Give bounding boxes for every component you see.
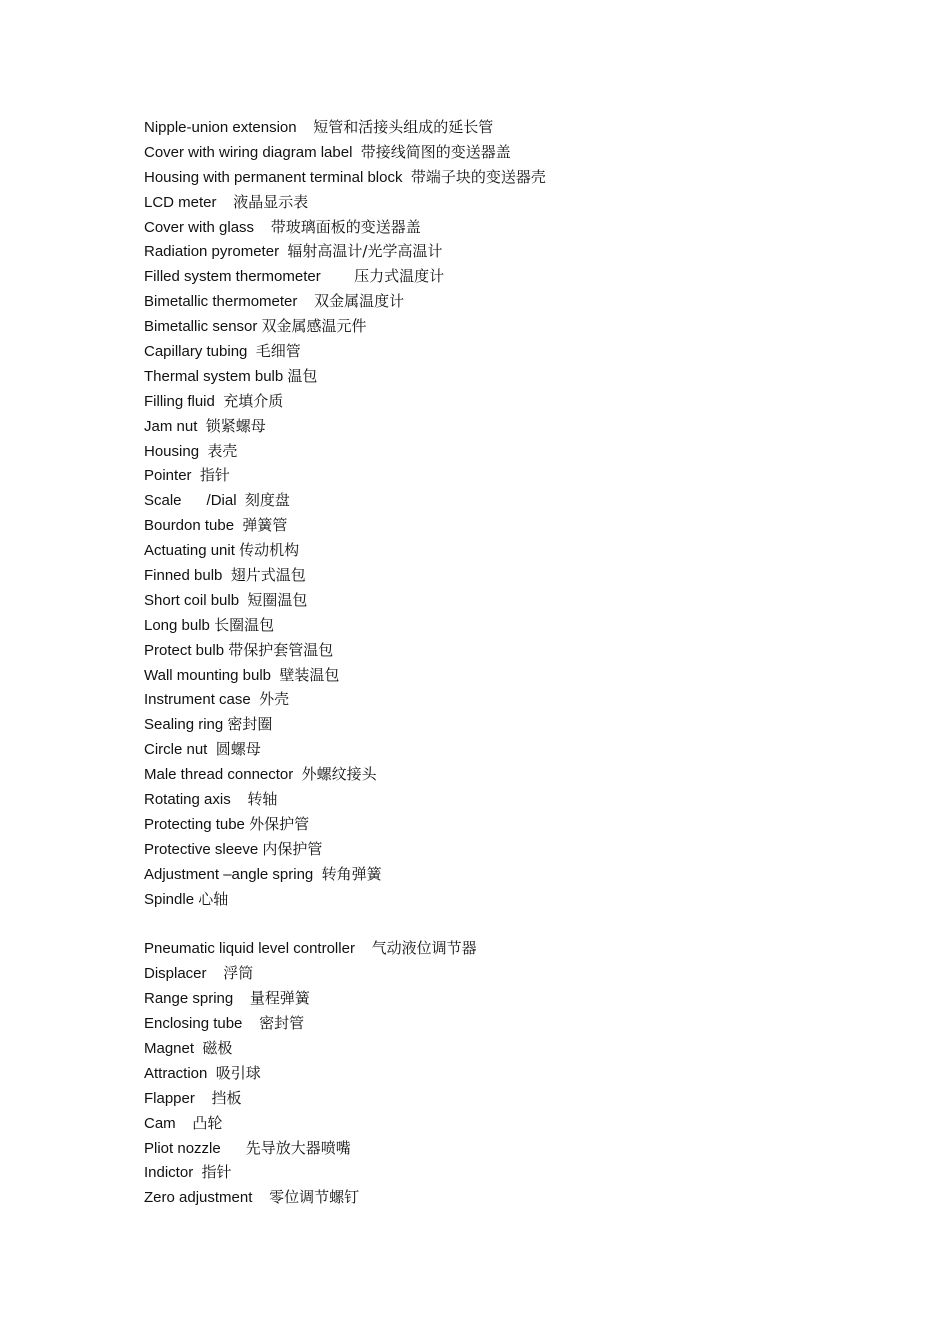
term-gap <box>207 741 215 758</box>
term-english: Protect bulb <box>144 641 225 659</box>
term-english: Male thread connector <box>144 766 294 784</box>
term-chinese: 压力式温度计 <box>354 267 445 286</box>
term-english: Thermal system bulb <box>144 367 284 385</box>
glossary-term <box>144 787 844 812</box>
term-chinese: 短圈温包 <box>247 590 308 609</box>
term-gap <box>254 219 271 236</box>
glossary-term <box>144 1160 844 1185</box>
glossary-list <box>144 115 844 1210</box>
term-chinese: 心轴 <box>198 889 229 908</box>
term-chinese: 气动液位调节器 <box>371 939 477 958</box>
term-english: Zero adjustment <box>144 1189 253 1207</box>
glossary-term <box>144 1185 844 1210</box>
term-english: Pneumatic liquid level controller <box>144 940 355 958</box>
term-gap <box>233 990 250 1007</box>
term-english: Range spring <box>144 990 234 1008</box>
term-gap <box>297 119 314 136</box>
term-english: Jam nut <box>144 417 198 435</box>
glossary-term <box>144 737 844 762</box>
glossary-term <box>144 1011 844 1036</box>
section-spacer <box>144 912 844 937</box>
term-chinese: 翅片式温包 <box>230 566 306 585</box>
term-english: Finned bulb <box>144 567 223 585</box>
term-chinese: 温包 <box>287 366 318 385</box>
glossary-term <box>144 439 844 464</box>
term-gap <box>197 418 205 435</box>
term-english: Pliot nozzle <box>144 1139 221 1157</box>
glossary-term <box>144 414 844 439</box>
term-chinese: 磁极 <box>202 1038 233 1057</box>
term-english: Sealing ring <box>144 716 224 734</box>
glossary-term <box>144 215 844 240</box>
term-chinese: 辐射高温计/光学高温计 <box>287 242 443 261</box>
glossary-term <box>144 389 844 414</box>
term-gap <box>237 492 245 509</box>
term-english: Housing with permanent terminal block <box>144 168 403 186</box>
term-english: Wall mounting bulb <box>144 666 272 684</box>
term-chinese: 带玻璃面板的变送器盖 <box>270 217 421 236</box>
term-chinese: 凸轮 <box>192 1113 223 1132</box>
term-chinese: 锁紧螺母 <box>205 416 266 435</box>
term-chinese: 传动机构 <box>239 541 300 560</box>
term-english: LCD meter <box>144 193 217 211</box>
term-chinese: 长圈温包 <box>214 615 275 634</box>
term-chinese: 表壳 <box>207 441 238 460</box>
term-gap <box>221 1140 246 1157</box>
glossary-term <box>144 588 844 613</box>
term-english: Bimetallic sensor <box>144 318 258 336</box>
term-chinese: 指针 <box>199 466 230 485</box>
term-english: Magnet <box>144 1039 195 1057</box>
glossary-term <box>144 762 844 787</box>
term-gap <box>242 1015 259 1032</box>
glossary-term <box>144 812 844 837</box>
term-english: Circle nut <box>144 741 208 759</box>
term-chinese: 挡板 <box>211 1088 242 1107</box>
term-english: Pointer <box>144 467 192 485</box>
glossary-term <box>144 663 844 688</box>
term-english: Rotating axis <box>144 791 231 809</box>
term-english: Radiation pyrometer <box>144 243 280 261</box>
glossary-term <box>144 339 844 364</box>
term-english: Spindle <box>144 890 195 908</box>
glossary-term <box>144 1061 844 1086</box>
term-chinese: 双金属温度计 <box>314 292 405 311</box>
term-chinese: 充填介质 <box>223 391 284 410</box>
glossary-term <box>144 115 844 140</box>
term-gap <box>352 144 360 161</box>
term-chinese: 内保护管 <box>262 839 323 858</box>
glossary-term <box>144 862 844 887</box>
term-chinese: 外保护管 <box>249 814 310 833</box>
term-english: Protective sleeve <box>144 840 259 858</box>
term-chinese: 外壳 <box>259 690 290 709</box>
glossary-term <box>144 613 844 638</box>
term-english: Flapper <box>144 1089 195 1107</box>
term-gap <box>215 393 223 410</box>
term-gap <box>217 194 234 211</box>
term-chinese: 指针 <box>201 1163 232 1182</box>
term-gap <box>247 343 255 360</box>
term-chinese: 带保护套管温包 <box>228 640 334 659</box>
glossary-term <box>144 936 844 961</box>
glossary-term <box>144 712 844 737</box>
term-english: Capillary tubing <box>144 343 248 361</box>
term-english: Actuating unit <box>144 542 235 560</box>
term-chinese: 液晶显示表 <box>233 192 309 211</box>
term-chinese: 密封圈 <box>227 715 273 734</box>
glossary-term <box>144 1086 844 1111</box>
term-english: Instrument case <box>144 691 251 709</box>
term-chinese: 转角弹簧 <box>321 864 382 883</box>
glossary-term <box>144 314 844 339</box>
term-english: Attraction <box>144 1064 208 1082</box>
term-gap <box>192 467 200 484</box>
term-gap <box>297 293 314 310</box>
glossary-term <box>144 513 844 538</box>
term-chinese: 外螺纹接头 <box>301 765 377 784</box>
term-english: Adjustment –angle spring <box>144 865 314 883</box>
term-chinese: 壁装温包 <box>279 665 340 684</box>
term-chinese: 短管和活接头组成的延长管 <box>313 118 494 136</box>
term-gap <box>195 1090 212 1107</box>
term-english: Cover with wiring diagram label <box>144 143 353 161</box>
term-gap <box>231 791 248 808</box>
term-english: Filling fluid <box>144 392 215 410</box>
term-english: Enclosing tube <box>144 1015 243 1033</box>
term-chinese: 密封管 <box>259 1014 305 1033</box>
term-gap <box>355 940 372 957</box>
glossary-term <box>144 463 844 488</box>
term-chinese: 转轴 <box>247 790 278 809</box>
glossary-term <box>144 687 844 712</box>
term-chinese: 毛细管 <box>255 342 301 361</box>
term-english: Housing <box>144 442 200 460</box>
glossary-term <box>144 289 844 314</box>
glossary-term <box>144 638 844 663</box>
glossary-term <box>144 986 844 1011</box>
term-english: Long bulb <box>144 616 210 634</box>
glossary-term <box>144 488 844 513</box>
term-english: Nipple-union extension <box>144 119 297 136</box>
term-chinese: 双金属感温元件 <box>261 317 367 336</box>
term-chinese: 浮筒 <box>223 964 254 983</box>
term-gap <box>207 965 224 982</box>
term-english: Bourdon tube <box>144 517 235 535</box>
term-english: Short coil bulb <box>144 591 240 609</box>
term-chinese: 带接线简图的变送器盖 <box>360 142 511 161</box>
glossary-term <box>144 1136 844 1161</box>
term-chinese: 零位调节螺钉 <box>269 1188 360 1207</box>
glossary-term <box>144 563 844 588</box>
glossary-term <box>144 264 844 289</box>
glossary-term <box>144 165 844 190</box>
glossary-term <box>144 1111 844 1136</box>
term-english: Protecting tube <box>144 815 245 833</box>
glossary-term <box>144 538 844 563</box>
term-chinese: 先导放大器喷嘴 <box>245 1138 351 1157</box>
term-gap <box>222 567 230 584</box>
term-gap <box>313 866 321 883</box>
glossary-term <box>144 239 844 264</box>
glossary-term <box>144 961 844 986</box>
term-gap <box>321 268 354 285</box>
term-english: Filled system thermometer <box>144 268 321 286</box>
term-gap <box>207 1065 215 1082</box>
term-english: Displacer <box>144 965 207 983</box>
term-gap <box>252 1189 269 1206</box>
term-gap <box>402 169 410 186</box>
glossary-term <box>144 140 844 165</box>
term-gap <box>176 1115 193 1132</box>
term-english: Scale /Dial <box>144 492 237 510</box>
term-chinese: 刻度盘 <box>244 491 290 510</box>
term-gap <box>193 1164 201 1181</box>
glossary-term <box>144 887 844 912</box>
term-chinese: 圆螺母 <box>215 740 261 759</box>
glossary-term <box>144 837 844 862</box>
term-gap <box>251 691 259 708</box>
term-chinese: 弹簧管 <box>242 516 288 535</box>
term-chinese: 吸引球 <box>215 1063 261 1082</box>
term-english: Bimetallic thermometer <box>144 293 298 311</box>
glossary-term <box>144 190 844 215</box>
term-english: Cam <box>144 1114 176 1132</box>
glossary-term <box>144 1036 844 1061</box>
glossary-term <box>144 364 844 389</box>
term-gap <box>293 766 301 783</box>
term-english: Cover with glass <box>144 218 255 236</box>
term-chinese: 带端子块的变送器壳 <box>410 167 546 186</box>
term-chinese: 量程弹簧 <box>249 989 310 1008</box>
term-english: Indictor <box>144 1164 194 1182</box>
